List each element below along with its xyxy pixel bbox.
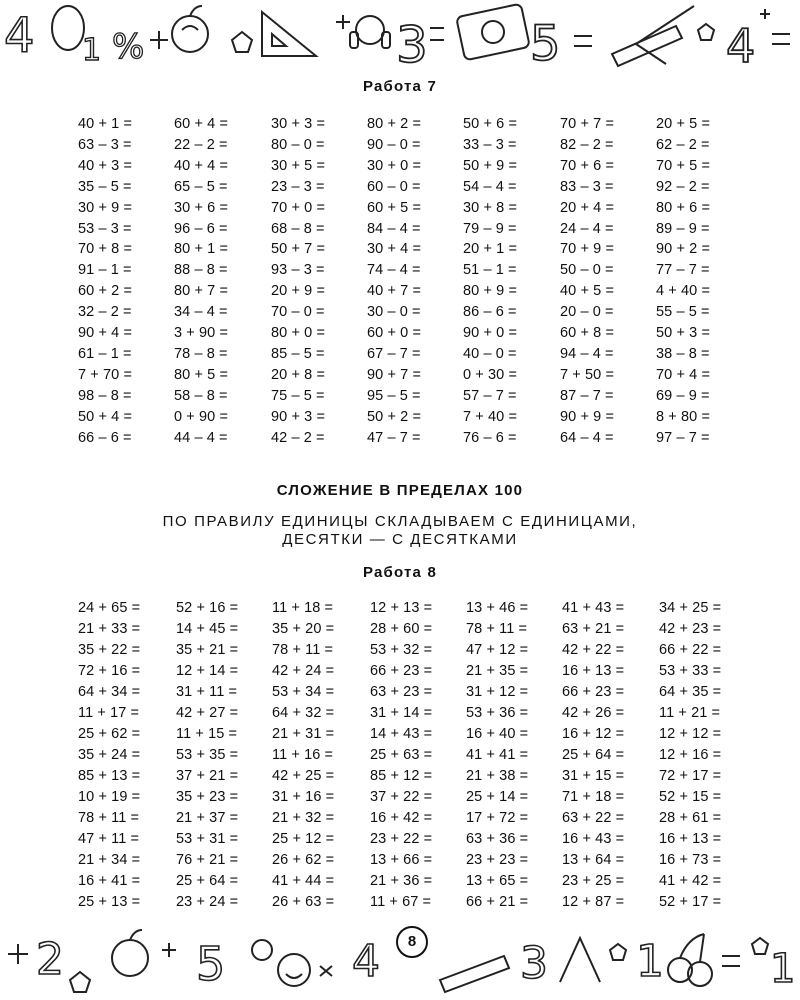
exercise-item: 96 – 6 = (174, 220, 228, 237)
exercise-item: 52 + 17 = (659, 894, 722, 910)
exercise-item: 14 + 45 = (176, 621, 239, 637)
exercise-item: 41 + 43 = (562, 600, 625, 616)
exercise-item: 25 + 63 = (370, 747, 433, 763)
exercise-item: 65 – 5 = (174, 178, 228, 195)
exercise-item: 53 + 35 = (176, 747, 239, 763)
exercise-item: 90 + 2 = (656, 241, 711, 258)
exercise-item: 21 + 31 = (272, 726, 335, 742)
exercise-item: 16 + 42 = (370, 810, 433, 826)
plus-doodle-bottom (8, 944, 28, 964)
exercise-item: 78 + 11 = (78, 810, 140, 826)
exercise-item: 53 + 33 = (659, 663, 722, 679)
exercise-item: 12 + 16 = (659, 747, 722, 763)
exercise-item: 12 + 87 = (562, 894, 625, 910)
exercise-item: 11 + 15 = (176, 726, 238, 742)
exercise-item: 34 + 25 = (659, 600, 722, 616)
exercise-item: 11 + 21 = (659, 705, 721, 721)
exercise-item: 42 + 23 = (659, 621, 722, 637)
exercise-item: 20 + 1 = (463, 241, 518, 258)
exercise-item: 85 + 13 = (78, 768, 141, 784)
exercise-item: 74 – 4 = (367, 262, 421, 279)
exercise-item: 53 + 32 = (370, 642, 433, 658)
exercise-item: 7 + 70 = (78, 366, 133, 383)
exercise-item: 57 – 7 = (463, 387, 517, 404)
exercise-item: 80 + 1 = (174, 241, 229, 258)
exercise-item: 76 + 21 = (176, 852, 239, 868)
exercise-item: 98 – 8 = (78, 387, 132, 404)
exercise-item: 35 + 24 = (78, 747, 141, 763)
exercise-item: 80 + 7 = (174, 283, 229, 300)
star-doodle-bottom (70, 972, 90, 992)
exercise-item: 20 + 9 = (271, 283, 326, 300)
exercise-item: 30 + 9 = (78, 199, 133, 216)
exercise-item: 70 + 0 = (271, 199, 326, 216)
exercise-item: 80 – 0 = (271, 136, 325, 153)
exercise-item: 61 – 1 = (78, 345, 132, 362)
exercise-item: 40 + 4 = (174, 157, 229, 174)
exercise-item: 11 + 16 = (272, 747, 334, 763)
exercise-item: 16 + 13 = (562, 663, 625, 679)
smiley-doodle (278, 954, 310, 986)
exercise-item: 41 + 41 = (466, 747, 529, 763)
work-8-title: Работа 8 (362, 564, 437, 581)
apple-doodle-bottom (112, 940, 148, 976)
exercise-item: 66 + 22 = (659, 642, 722, 658)
exercise-item: 32 – 2 = (78, 304, 132, 321)
exercise-item: 70 + 4 = (656, 366, 711, 383)
exercise-item: 11 + 18 = (272, 600, 334, 616)
exercise-item: 30 + 8 = (463, 199, 518, 216)
exercise-item: 66 + 23 = (370, 663, 433, 679)
exercise-item: 50 + 4 = (78, 408, 133, 425)
exercise-item: 40 + 7 = (367, 283, 422, 300)
exercise-item: 95 – 5 = (367, 387, 421, 404)
exercise-item: 26 + 62 = (272, 852, 335, 868)
exercise-item: 50 + 9 = (463, 157, 518, 174)
exercise-item: 93 – 3 = (271, 262, 325, 279)
exercise-item: 90 + 4 = (78, 325, 133, 341)
exercise-item: 40 + 5 = (560, 283, 615, 300)
exercise-item: 60 + 4 = (174, 116, 229, 132)
exercise-item: 50 – 0 = (560, 262, 614, 279)
exercise-item: 67 – 7 = (367, 345, 421, 362)
exercise-item: 52 + 16 = (176, 600, 239, 616)
exercise-item: 63 + 22 = (562, 810, 625, 826)
exercise-item: 94 – 4 = (560, 345, 614, 362)
ruler-doodle (612, 26, 682, 66)
exercise-item: 84 – 4 = (367, 220, 421, 237)
exercise-item: 10 + 19 = (78, 789, 141, 805)
exercise-item: 70 + 6 = (560, 157, 615, 174)
exercise-item: 24 – 4 = (560, 220, 614, 237)
exercise-item: 42 + 26 = (562, 705, 625, 721)
banknote-doodle (456, 4, 530, 61)
exercise-item: 78 + 11 = (466, 621, 528, 637)
exercise-item: 30 + 5 = (271, 157, 326, 174)
exercise-item: 30 + 3 = (271, 116, 326, 132)
exercise-item: 37 + 21 = (176, 768, 239, 784)
exercise-item: 54 – 4 = (463, 178, 517, 195)
exercise-item: 23 – 3 = (271, 178, 325, 195)
exercise-item: 23 + 22 = (370, 831, 433, 847)
exercise-item: 60 + 8 = (560, 325, 615, 341)
exercise-item: 64 + 34 = (78, 684, 141, 700)
exercise-item: 20 + 5 = (656, 116, 711, 132)
rule-line-2: ДЕСЯТКИ — С ДЕСЯТКАМИ (282, 531, 518, 548)
exercise-item: 30 + 4 = (367, 241, 422, 258)
exercise-item: 60 + 2 = (78, 283, 133, 300)
exercise-item: 72 + 17 = (659, 768, 722, 784)
exercise-item: 60 – 0 = (367, 178, 421, 195)
digit-1-doodle-bottom: 1 (636, 936, 664, 987)
exercise-item: 8 + 80 = (656, 408, 711, 425)
exercise-item: 41 + 44 = (272, 873, 335, 889)
exercise-item: 35 – 5 = (78, 178, 132, 195)
exercise-item: 91 – 1 = (78, 262, 132, 279)
doodle-border-art (0, 0, 800, 72)
exercise-item: 35 + 20 = (272, 621, 335, 637)
exercise-item: 31 + 15 = (562, 768, 625, 784)
exercise-item: 60 + 0 = (367, 325, 422, 341)
top-doodle-border (0, 0, 800, 72)
exercise-item: 20 + 4 = (560, 199, 615, 216)
exercise-item: 42 + 25 = (272, 768, 335, 784)
exercise-item: 35 + 21 = (176, 642, 239, 658)
exercise-item: 85 + 12 = (370, 768, 433, 784)
exercise-item: 16 + 12 = (562, 726, 625, 742)
exercise-item: 50 + 2 = (367, 408, 422, 425)
exercise-item: 30 + 0 = (367, 157, 422, 174)
plus-doodle (150, 31, 168, 49)
exercise-item: 50 + 3 = (656, 325, 711, 341)
exercise-item: 53 – 3 = (78, 220, 132, 237)
exercise-item: 83 – 3 = (560, 178, 614, 195)
exercise-item: 44 – 4 = (174, 429, 228, 446)
exercise-item: 40 – 0 = (463, 345, 517, 362)
exercise-item: 25 + 13 = (78, 894, 141, 910)
exercise-item: 21 + 34 = (78, 852, 141, 868)
exercise-item: 63 + 36 = (466, 831, 529, 847)
exercise-item: 80 + 5 = (174, 366, 229, 383)
exercise-item: 86 – 6 = (463, 304, 517, 321)
exercise-item: 11 + 67 = (370, 894, 432, 910)
exercise-item: 13 + 66 = (370, 852, 433, 868)
digit-0-doodle (52, 6, 84, 50)
exercise-item: 66 – 6 = (78, 429, 132, 446)
exercise-item: 42 + 27 = (176, 705, 239, 721)
exercise-item: 47 + 11 = (78, 831, 140, 847)
exercise-item: 24 + 65 = (78, 600, 141, 616)
exercise-item: 63 + 21 = (562, 621, 625, 637)
exercise-item: 25 + 64 = (562, 747, 625, 763)
exercise-item: 35 + 22 = (78, 642, 141, 658)
digit-1b-doodle-bottom: 1 (770, 946, 796, 992)
exercise-item: 55 – 5 = (656, 304, 710, 321)
exercise-item: 77 – 7 = (656, 262, 710, 279)
exercise-item: 14 + 43 = (370, 726, 433, 742)
exercise-item: 85 – 5 = (271, 345, 325, 362)
exercise-item: 21 + 37 = (176, 810, 239, 826)
exercise-item: 22 – 2 = (174, 136, 228, 153)
digit-4-doodle-bottom: 4 (352, 936, 380, 987)
exercise-item: 4 + 40 = (656, 283, 711, 300)
exercise-item: 50 + 6 = (463, 116, 518, 132)
digit-3-doodle: 3 (396, 16, 428, 72)
exercise-item: 80 + 9 = (463, 283, 518, 300)
exercise-item: 40 + 3 = (78, 157, 133, 174)
exercise-item: 12 + 14 = (176, 663, 239, 679)
exercise-item: 16 + 43 = (562, 831, 625, 847)
exercise-item: 88 – 8 = (174, 262, 228, 279)
exercise-item: 25 + 64 = (176, 873, 239, 889)
exercise-item: 70 + 7 = (560, 116, 615, 132)
exercise-item: 16 + 41 = (78, 873, 141, 889)
exercise-item: 35 + 23 = (176, 789, 239, 805)
exercise-item: 79 – 9 = (463, 220, 517, 237)
exercise-item: 31 + 16 = (272, 789, 335, 805)
exercise-item: 70 + 8 = (78, 241, 133, 258)
exercise-item: 64 + 35 = (659, 684, 722, 700)
exercise-item: 63 + 23 = (370, 684, 433, 700)
exercise-item: 31 + 11 = (176, 684, 238, 700)
exercise-item: 7 + 40 = (463, 408, 518, 425)
exercise-item: 53 + 34 = (272, 684, 335, 700)
digit-3-doodle-bottom: 3 (520, 938, 548, 989)
exercise-item: 50 + 7 = (271, 241, 326, 258)
page-number: 8 (396, 926, 428, 958)
exercise-item: 72 + 16 = (78, 663, 141, 679)
work-7-title: Работа 7 (362, 78, 437, 95)
digit-5-doodle-bottom: 5 (196, 937, 226, 991)
triangle-ruler-doodle (262, 12, 316, 56)
ruler-doodle-bottom (440, 956, 509, 992)
exercise-item: 62 – 2 = (656, 136, 710, 153)
exercise-item: 11 + 17 = (78, 705, 140, 721)
exercise-item: 13 + 46 = (466, 600, 529, 616)
exercise-item: 70 – 0 = (271, 304, 325, 321)
exercise-item: 12 + 12 = (659, 726, 722, 742)
exercise-item: 28 + 60 = (370, 621, 433, 637)
exercise-item: 13 + 65 = (466, 873, 529, 889)
exercise-item: 80 + 0 = (271, 325, 326, 341)
exercise-item: 92 – 2 = (656, 178, 710, 195)
exercise-item: 42 + 22 = (562, 642, 625, 658)
exercise-item: 82 – 2 = (560, 136, 614, 153)
percent-doodle: % (112, 27, 145, 67)
exercise-item: 66 + 21 = (466, 894, 529, 910)
exercise-item: 89 – 9 = (656, 220, 710, 237)
exercise-item: 33 – 3 = (463, 136, 517, 153)
exercise-item: 47 + 12 = (466, 642, 529, 658)
exercise-item: 90 + 0 = (463, 325, 518, 341)
exercise-item: 34 – 4 = (174, 304, 228, 321)
exercise-item: 16 + 13 = (659, 831, 722, 847)
exercise-item: 38 – 8 = (656, 345, 710, 362)
exercise-item: 16 + 40 = (466, 726, 529, 742)
exercise-item: 69 – 9 = (656, 387, 710, 404)
exercise-item: 0 + 90 = (174, 408, 229, 425)
exercise-item: 64 + 32 = (272, 705, 335, 721)
exercise-item: 31 + 14 = (370, 705, 433, 721)
apple-doodle (172, 16, 208, 52)
exercise-item: 78 + 11 = (272, 642, 334, 658)
exercise-item: 12 + 13 = (370, 600, 433, 616)
star-doodle (232, 32, 252, 52)
exercise-item: 37 + 22 = (370, 789, 433, 805)
digit-5-doodle: 5 (530, 16, 561, 72)
exercise-item: 23 + 25 = (562, 873, 625, 889)
exercise-item: 21 + 36 = (370, 873, 433, 889)
exercise-item: 60 + 5 = (367, 199, 422, 216)
rule-line-1: ПО ПРАВИЛУ ЕДИНИЦЫ СКЛАДЫВАЕМ С ЕДИНИЦАМИ, (162, 513, 638, 530)
digit-4-doodle: 4 (4, 8, 35, 64)
exercise-item: 30 + 6 = (174, 199, 229, 216)
exercise-item: 21 + 33 = (78, 621, 141, 637)
exercise-item: 70 + 9 = (560, 241, 615, 258)
exercise-item: 42 + 24 = (272, 663, 335, 679)
exercise-item: 52 + 15 = (659, 789, 722, 805)
exercise-item: 23 + 24 = (176, 894, 239, 910)
exercise-item: 21 + 35 = (466, 663, 529, 679)
exercise-item: 0 + 30 = (463, 366, 518, 383)
exercise-item: 53 + 36 = (466, 705, 529, 721)
exercise-item: 25 + 62 = (78, 726, 141, 742)
exercise-item: 58 – 8 = (174, 387, 228, 404)
exercise-item: 23 + 23 = (466, 852, 529, 868)
compass-doodle-bottom (560, 938, 600, 982)
exercise-item: 80 + 2 = (367, 116, 422, 132)
exercise-item: 51 – 1 = (463, 262, 517, 279)
exercise-item: 97 – 7 = (656, 429, 710, 446)
exercise-item: 75 – 5 = (271, 387, 325, 404)
exercise-item: 40 + 1 = (78, 116, 133, 132)
exercise-item: 31 + 12 = (466, 684, 529, 700)
exercise-item: 21 + 38 = (466, 768, 529, 784)
exercise-item: 25 + 12 = (272, 831, 335, 847)
exercise-item: 42 – 2 = (271, 429, 325, 446)
exercise-item: 63 – 3 = (78, 136, 132, 153)
exercise-item: 25 + 14 = (466, 789, 529, 805)
digit-1-doodle: 1 (82, 33, 102, 68)
exercise-item: 28 + 61 = (659, 810, 722, 826)
exercise-item: 87 – 7 = (560, 387, 614, 404)
exercise-item: 53 + 31 = (176, 831, 239, 847)
exercise-item: 90 – 0 = (367, 136, 421, 153)
digit-2-doodle: 2 (36, 934, 64, 985)
exercise-item: 21 + 32 = (272, 810, 335, 826)
exercise-item: 7 + 50 = (560, 366, 615, 383)
exercise-item: 66 + 23 = (562, 684, 625, 700)
headphones-doodle (356, 16, 384, 44)
exercise-item: 17 + 72 = (466, 810, 529, 826)
exercise-item: 70 + 5 = (656, 157, 711, 174)
exercise-item: 20 + 8 = (271, 366, 326, 383)
exercise-item: 71 + 18 = (562, 789, 625, 805)
exercise-item: 68 – 8 = (271, 220, 325, 237)
digit-4b-doodle: 4 (726, 19, 756, 72)
exercise-item: 90 + 9 = (560, 408, 615, 425)
exercise-item: 90 + 3 = (271, 408, 326, 425)
flower-doodle (252, 940, 272, 960)
exercise-item: 41 + 42 = (659, 873, 722, 889)
section-title: СЛОЖЕНИЕ В ПРЕДЕЛАХ 100 (276, 482, 524, 499)
exercise-item: 16 + 73 = (659, 852, 722, 868)
exercise-item: 90 + 7 = (367, 366, 422, 383)
exercise-item: 76 – 6 = (463, 429, 517, 446)
exercise-item: 3 + 90 = (174, 325, 229, 341)
exercise-item: 26 + 63 = (272, 894, 335, 910)
exercise-item: 20 – 0 = (560, 304, 614, 321)
exercise-item: 13 + 64 = (562, 852, 625, 868)
exercise-item: 64 – 4 = (560, 429, 614, 446)
equals-doodle (574, 36, 592, 46)
exercise-item: 80 + 6 = (656, 199, 711, 216)
exercise-item: 30 – 0 = (367, 304, 421, 321)
exercise-item: 47 – 7 = (367, 429, 421, 446)
exercise-item: 78 – 8 = (174, 345, 228, 362)
